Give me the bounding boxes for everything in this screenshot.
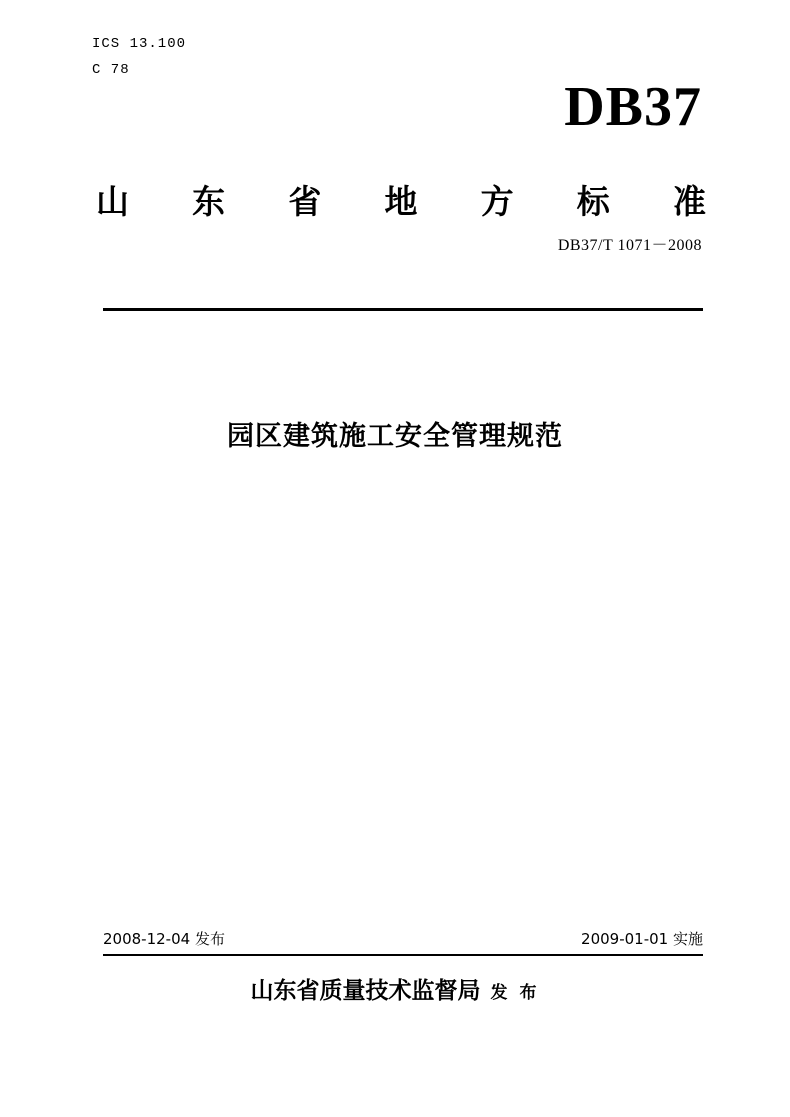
standard-title-char-2: 东 bbox=[192, 182, 226, 221]
ics-code: ICS 13.100 bbox=[92, 36, 187, 52]
issuer-suffix: 发 布 bbox=[490, 983, 540, 1003]
standard-title-char-4: 地 bbox=[384, 182, 418, 221]
standard-mark: DB37 bbox=[564, 76, 702, 138]
ics-classification-block bbox=[92, 31, 186, 83]
standard-title-char-6: 标 bbox=[576, 182, 610, 221]
standard-number: DB37/T 1071－2008 bbox=[557, 237, 702, 254]
footer-divider bbox=[103, 954, 703, 956]
header-divider bbox=[103, 308, 703, 311]
date-row bbox=[103, 928, 703, 949]
ccs-code: C 78 bbox=[92, 62, 130, 78]
standard-title-char-7: 准 bbox=[672, 182, 706, 221]
standard-title bbox=[96, 176, 706, 223]
issue-date: 2008-12-04 发布 bbox=[103, 930, 225, 948]
issuer-row bbox=[0, 972, 790, 1005]
document-title: 园区建筑施工安全管理规范 bbox=[227, 421, 563, 452]
issuer-name: 山东省质量技术监督局 bbox=[250, 978, 481, 1004]
standard-title-char-5: 方 bbox=[480, 182, 514, 221]
standard-title-char-1: 山 bbox=[96, 182, 129, 221]
standard-title-char-3: 省 bbox=[288, 182, 322, 221]
effective-date: 2009-01-01 实施 bbox=[581, 930, 703, 948]
